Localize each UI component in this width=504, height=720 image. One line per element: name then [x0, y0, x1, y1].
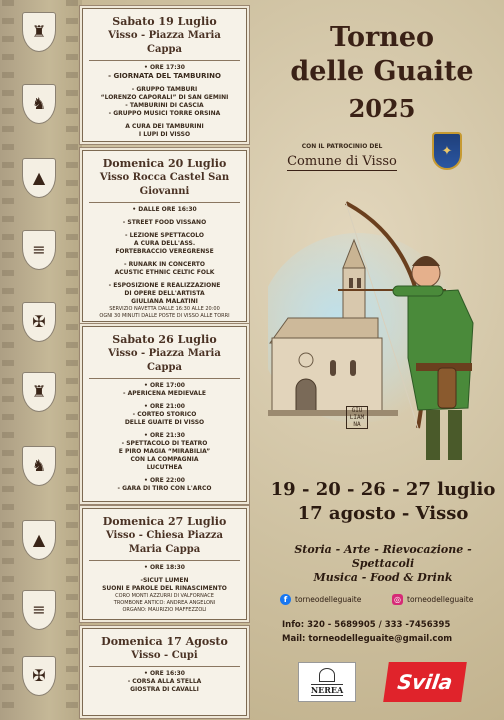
- event-detail-line: -SICUT LUMEN: [140, 577, 189, 584]
- title-year: 2025: [348, 94, 416, 123]
- event-venue: Visso Rocca Castel San Giovanni: [89, 171, 240, 203]
- event-detail-line: CORO MONTI AZZURRI DI VALFORNACE: [115, 593, 214, 599]
- event-detail-line: LUCUTHEA: [146, 464, 183, 471]
- dates-july: 19 - 20 - 26 - 27 luglio: [270, 479, 496, 500]
- event-venue: Visso - Cupi: [89, 649, 240, 667]
- event-card: [82, 326, 247, 502]
- event-detail-line: • ORE 17:30: [144, 64, 185, 71]
- event-detail-line: • ORE 21:30: [144, 432, 185, 439]
- event-detail-line: • DALLE ORE 16:30: [132, 206, 197, 213]
- facebook-handle: torneodelleguaite: [295, 594, 362, 604]
- archer-illustration: [268, 178, 500, 460]
- event-detail-line: - ESPOSIZIONE E REALIZZAZIONE: [108, 282, 221, 289]
- event-detail-line: GIULIANA MALATINI: [131, 298, 198, 305]
- event-detail-line: SUONI E PAROLE DEL RINASCIMENTO: [102, 585, 227, 592]
- event-card: [82, 8, 247, 142]
- event-detail-line: DELLE GUAITE DI VISSO: [124, 419, 205, 426]
- archer-church-drawing: [268, 178, 500, 460]
- event-card: [82, 508, 247, 620]
- event-detail-line: CON LA COMPAGNIA: [130, 456, 199, 463]
- event-date: Domenica 20 Luglio: [102, 157, 227, 170]
- event-detail-line: - GIORNATA DEL TAMBURINO: [108, 72, 221, 80]
- event-detail-line: SERVIZIO NAVETTA DALLE 16:30 ALLE 20:00: [109, 306, 220, 312]
- dates-august: 17 agosto - Visso: [297, 503, 469, 524]
- event-detail-line: - RUNARK IN CONCERTO: [123, 261, 205, 268]
- event-detail-line: • ORE 22:00: [144, 477, 185, 484]
- visso-crest-icon: ✦: [432, 132, 462, 170]
- contact-mail: Mail: torneodelleguaite@gmail.com: [282, 634, 453, 644]
- artist-signature: [346, 406, 368, 429]
- event-detail-line: - CORSA ALLA STELLA: [127, 678, 202, 685]
- svila-name: Svila: [395, 670, 455, 694]
- event-detail-line: GIOSTRA DI CAVALLI: [130, 686, 199, 693]
- event-detail-line: - CORTEO STORICO: [132, 411, 197, 418]
- event-dates: [262, 478, 504, 526]
- event-detail-line: - STREET FOOD VISSANO: [122, 219, 207, 226]
- event-detail-line: ORGANO: MAURIZIO MAFFEZZOLI: [122, 607, 207, 613]
- patronage: [262, 143, 422, 171]
- facebook-icon: f: [280, 594, 291, 605]
- heraldic-shield-icon: ✠: [22, 302, 56, 342]
- event-detail-line: - GRUPPO TAMBURI: [131, 86, 198, 93]
- event-detail-line: DI OPERE DELL'ARTISTA: [124, 290, 205, 297]
- contact-phone: Info: 320 - 5689905 / 333 -7456395: [282, 620, 451, 630]
- event-detail-line: TROMBONE ANTICO: ANDREA ANGELONI: [113, 600, 216, 606]
- signature-line: GIU: [351, 407, 363, 414]
- heraldic-shield-icon: ♞: [22, 84, 56, 124]
- event-detail-line: • ORE 18:30: [144, 564, 185, 571]
- event-detail-line: - APERICENA MEDIEVALE: [122, 390, 206, 397]
- event-venue: Visso - Piazza Maria Cappa: [89, 347, 240, 379]
- event-detail-line: - GRUPPO MUSICI TORRE ORSINA: [108, 110, 221, 117]
- event-venue: Visso - Chiesa Piazza Maria Cappa: [89, 529, 240, 561]
- ornament-pattern: [66, 0, 78, 720]
- event-detail-line: ACUSTIC ETHNIC CELTIC FOLK: [114, 269, 215, 276]
- signature-line: LIAM: [349, 414, 365, 421]
- patronage-label: CON IL PATROCINIO DEL: [301, 143, 383, 150]
- themes-line1: Storia - Arte - Rievocazione - Spettacoli: [294, 543, 472, 570]
- event-detail-line: A CURA DEI TAMBURINI: [125, 123, 204, 130]
- title-line1: Torneo: [329, 22, 435, 53]
- event-date: Domenica 17 Agosto: [101, 635, 228, 648]
- heraldic-shield-icon: ≡: [22, 590, 56, 630]
- nerea-mark-icon: [319, 668, 335, 682]
- heraldic-shield-icon: ≡: [22, 230, 56, 270]
- svila-logo: [383, 662, 467, 702]
- ornament-pattern: [2, 0, 14, 720]
- heraldic-shield-icon: ▲: [22, 520, 56, 560]
- instagram-link[interactable]: [392, 592, 473, 606]
- facebook-link[interactable]: [280, 592, 361, 606]
- heraldic-shield-icon: ♜: [22, 12, 56, 52]
- event-venue: Visso - Piazza Maria Cappa: [89, 29, 240, 61]
- event-detail-line: E PIRO MAGIA “MIRABILIA”: [118, 448, 211, 455]
- event-detail-line: FORTEBRACCIO VEREGRENSE: [115, 248, 214, 255]
- title-line2: delle Guaite: [290, 56, 474, 87]
- event-detail-line: “LORENZO CAPORALI” DI SAN GEMINI: [100, 94, 229, 101]
- event-detail-line: • ORE 21:00: [144, 403, 185, 410]
- instagram-handle: torneodelleguaite: [407, 594, 474, 604]
- event-detail-line: I LUPI DI VISSO: [138, 131, 191, 138]
- nerea-logo: [298, 662, 356, 702]
- event-detail-line: • ORE 16:30: [144, 670, 185, 677]
- event-detail-line: A CURA DELL'ASS.: [133, 240, 196, 247]
- event-date: Sabato 26 Luglio: [112, 333, 217, 346]
- nerea-name: NEREA: [310, 685, 344, 695]
- event-detail-line: OGNI 30 MINUTI DALLE POSTE DI VISSO ALLE TORRI: [99, 313, 230, 319]
- event-themes: [262, 543, 504, 585]
- heraldic-shield-icon: ▲: [22, 158, 56, 198]
- event-detail-line: • ORE 17:00: [144, 382, 185, 389]
- event-date: Domenica 27 Luglio: [102, 515, 227, 528]
- event-detail-line: - LEZIONE SPETTACOLO: [125, 232, 204, 239]
- heraldic-shield-icon: ♜: [22, 372, 56, 412]
- instagram-icon: ◎: [392, 594, 403, 605]
- contact-info: [282, 618, 482, 646]
- signature-line: NA: [353, 421, 361, 428]
- event-detail-line: - GARA DI TIRO CON L'ARCO: [117, 485, 212, 492]
- event-detail-line: - TAMBURINI DI CASCIA: [125, 102, 204, 109]
- themes-line2: Musica - Food & Drink: [313, 571, 453, 584]
- event-card: [82, 628, 247, 716]
- heraldic-shield-icon: ✠: [22, 656, 56, 696]
- patronage-name: Comune di Visso: [287, 154, 397, 169]
- event-date: Sabato 19 Luglio: [112, 15, 217, 28]
- event-card: [82, 150, 247, 322]
- event-detail-line: - SPETTACOLO DI TEATRO: [121, 440, 208, 447]
- heraldic-shield-icon: ♞: [22, 446, 56, 486]
